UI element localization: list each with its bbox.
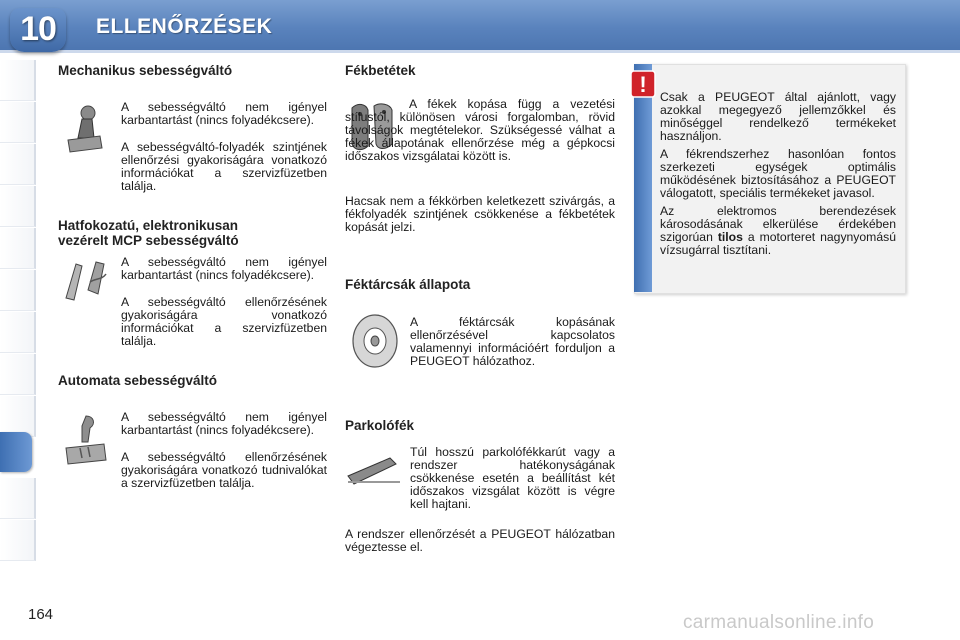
parking-brake-text-2: A rendszer ellenőrzését a PEUGEOT hálózatban végeztesse el. <box>345 527 615 554</box>
chapter-tab[interactable] <box>0 60 36 101</box>
brake-pads-text-1: A fékek kopása függ a vezetési stílustól, különösen városi forgalomban, rövid távolságok megtételekor. Szükségessé válhat a fékek állapotának ellenőrzése még a gépkocsi időszakos vizsgálatai között is. <box>345 97 615 163</box>
parking-brake-text-1: Túl hosszú parkolófékkarút vagy a rendszer hatékonyságának csökkenése esetén a beállítást két időszakos vizsgálat között is végre kell hajtani. <box>410 445 615 511</box>
chapter-number: 10 <box>20 10 56 48</box>
warning-text-2: A fékrendszerhez hasonlóan fontos szerkezeti egységek optimális működésének biztosításához a PEUGEOT válogatott, speciális termékeket javasol. <box>660 147 896 200</box>
parking-brake-heading: Parkolófék <box>345 418 415 433</box>
automatic-gearbox-heading: Automata sebességváltó <box>58 373 218 388</box>
automatic-selector-icon <box>64 414 108 466</box>
chapter-tab[interactable] <box>0 144 36 185</box>
chapter-tab[interactable] <box>0 312 36 353</box>
mcp-gearbox-text-1: A sebességváltó nem igényel karbantartást (nincs folyadékcsere). <box>121 255 327 282</box>
mcp-paddles-icon <box>62 258 110 304</box>
warning-text-1: Csak a PEUGEOT által ajánlott, vagy azokkal megegyező jellemzőkkel és minőséggel rendelkező termékeket használjon. <box>660 90 896 143</box>
chapter-tab[interactable] <box>0 102 36 143</box>
header-divider <box>0 50 960 53</box>
brake-discs-text: A féktárcsák kopásának ellenőrzésével kapcsolatos valamennyi információért forduljon a PEUGEOT hálózathoz. <box>410 315 615 368</box>
warning-text-3-start: Az elektromos berendezések károsodásának elkerülése érdekében szigorúan <box>660 204 896 244</box>
chapter-tab[interactable] <box>0 478 36 519</box>
brake-pads-text-2: Hacsak nem a fékkörben keletkezett szivárgás, a fékfolyadék szintjének csökkenése a fékbetétek kopását jelzi. <box>345 194 615 234</box>
brake-disc-icon <box>350 313 400 369</box>
brake-discs-heading: Féktárcsák állapota <box>345 277 471 292</box>
page-number: 164 <box>28 606 54 623</box>
chapter-tab[interactable] <box>0 270 36 311</box>
warning-text-3-end: a motorteret nagynyomású vízsugárral tisztítani. <box>660 230 896 257</box>
warning-symbol: ! <box>639 72 647 97</box>
warning-icon <box>628 70 658 98</box>
chapter-tab[interactable] <box>0 186 36 227</box>
mcp-gearbox-heading-1: Hatfokozatú, elektronikusan <box>58 218 239 233</box>
watermark: carmanualsonline.info <box>683 612 875 633</box>
automatic-gearbox-text-2: A sebességváltó ellenőrzésének gyakoriságára vonatkozó tudnivalókat a szervizfüzetben találja. <box>121 450 327 490</box>
chapter-tab[interactable] <box>0 520 36 561</box>
warning-bar <box>634 64 652 292</box>
mcp-gearbox-text-2: A sebességváltó ellenőrzésének gyakoriságára vonatkozó információkat a szervizfüzetben találja. <box>121 295 327 348</box>
parking-brake-icon <box>346 452 402 488</box>
warning-text-3 <box>660 205 896 257</box>
warning-text-3-bold: tilos <box>717 230 743 244</box>
warning-text <box>660 91 896 257</box>
chapter-tabs <box>0 60 40 580</box>
brake-pads-heading: Fékbetétek <box>345 63 416 78</box>
chapter-tab[interactable] <box>0 396 36 437</box>
manual-gearbox-heading: Mechanikus sebességváltó <box>58 63 233 78</box>
manual-gearbox-text-2: A sebességváltó-folyadék szintjének ellenőrzési gyakoriságára vonatkozó információkat a szervizfüzetben találja. <box>121 140 327 193</box>
manual-gearbox-text-1: A sebességváltó nem igényel karbantartást (nincs folyadékcsere). <box>121 100 327 127</box>
chapter-tab-active[interactable] <box>0 432 32 472</box>
page-title: ELLENŐRZÉSEK <box>96 15 273 38</box>
chapter-tab[interactable] <box>0 354 36 395</box>
gear-lever-icon <box>64 104 104 154</box>
mcp-gearbox-heading-2: vezérelt MCP sebességváltó <box>58 233 239 248</box>
chapter-tab[interactable] <box>0 228 36 269</box>
automatic-gearbox-text-1: A sebességváltó nem igényel karbantartást (nincs folyadékcsere). <box>121 410 327 437</box>
